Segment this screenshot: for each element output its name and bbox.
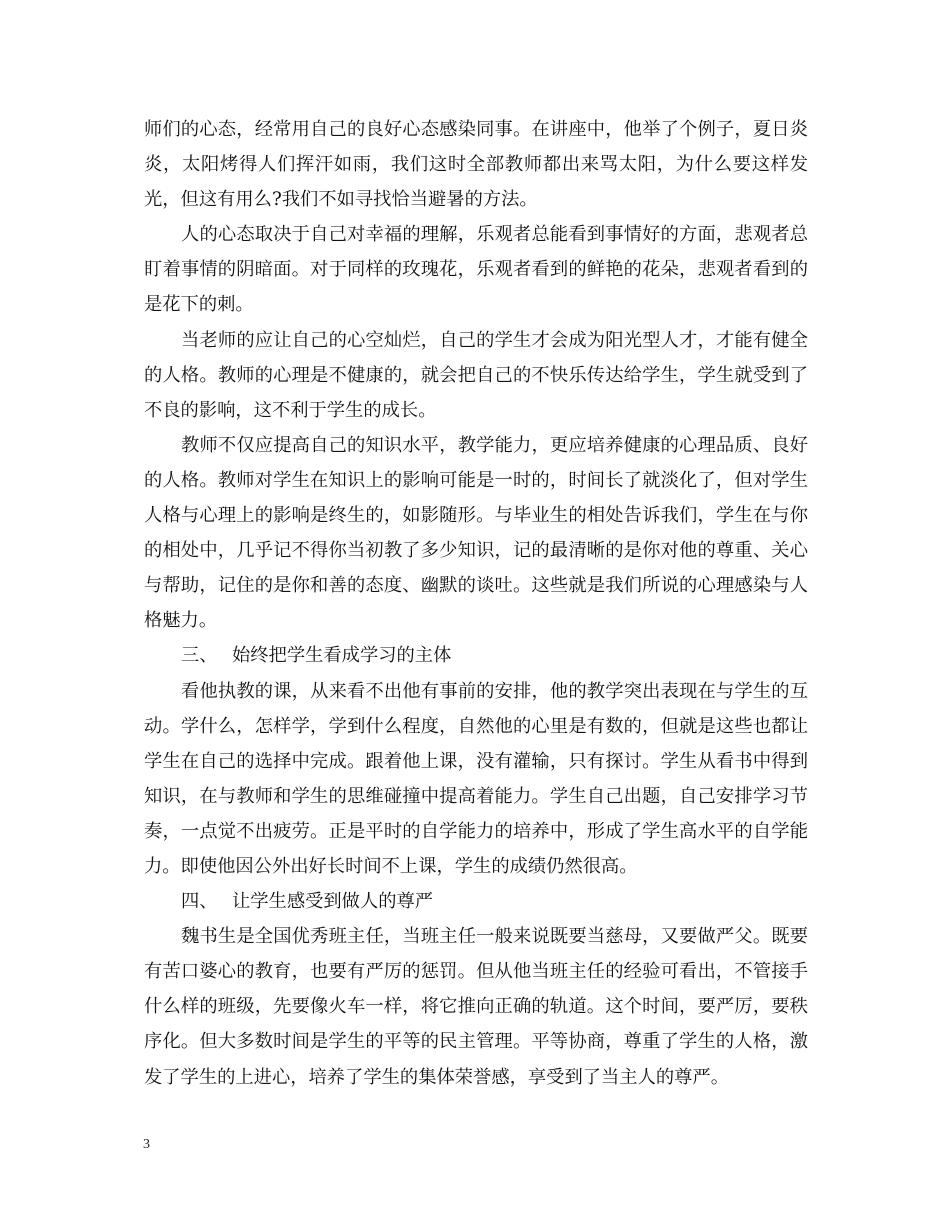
document-body (144, 112, 808, 1095)
page-number: 3 (143, 1137, 150, 1152)
section-heading-3 (144, 638, 808, 673)
paragraph-3: 当老师的应让自己的心空灿烂，自己的学生才会成为阳光型人才，才能有健全的人格。教师的心理是不健康的，就会把自己的不快乐传达给学生，学生就受到了不良的影响，这不利于学生的成长。 (144, 329, 808, 421)
section-number: 四、 (181, 891, 218, 913)
section-title: 让学生感受到做人的尊严 (232, 891, 434, 913)
paragraph-4: 教师不仅应提高自己的知识水平，教学能力，更应培养健康的心理品质、良好的人格。教师对学生在知识上的影响可能是一时的，时间长了就淡化了，但对学生人格与心理上的影响是终生的，如影随形。与毕业生的相处告诉我们，学生在与你的相处中，几乎记不得你当初教了多少知识，记的最清晰的是你对他的尊重、关心与帮助，记住的是你和善的态度、幽默的谈吐。这些就是我们所说的心理感染与人格魅力。 (144, 434, 808, 632)
section-title: 始终把学生看成学习的主体 (232, 645, 452, 667)
paragraph-5: 看他执教的课，从来看不出他有事前的安排，他的教学突出表现在与学生的互动。学什么，怎样学，学到什么程度，自然他的心里是有数的，但就是这些也都让学生在自己的选择中完成。跟着他上课，没有灌输，只有探讨。学生从看书中得到知识，在与教师和学生的思维碰撞中提高着能力。学生自己出题，自己安排学习节奏，一点觉不出疲劳。正是平时的自学能力的培养中，形成了学生高水平的自学能力。即使他因公外出好长时间不上课，学生的成绩仍然很高。 (144, 680, 808, 877)
paragraph-2: 人的心态取决于自己对幸福的理解，乐观者总能看到事情好的方面，悲观者总盯着事情的阴暗面。对于同样的玫瑰花，乐观者看到的鲜艳的花朵，悲观者看到的是花下的刺。 (144, 224, 808, 316)
paragraph-1: 师们的心态，经常用自己的良好心态感染同事。在讲座中，他举了个例子，夏日炎炎，太阳烤得人们挥汗如雨，我们这时全部教师都出来骂太阳，为什么要这样发光，但这有用么?我们不如寻找恰当避暑的方法。 (144, 119, 808, 211)
paragraph-6: 魏书生是全国优秀班主任，当班主任一般来说既要当慈母，又要做严父。既要有苦口婆心的教育，也要有严厉的惩罚。但从他当班主任的经验可看出，不管接手什么样的班级，先要像火车一样，将它推向正确的轨道。这个时间，要严厉，要秩序化。但大多数时间是学生的平等的民主管理。平等协商，尊重了学生的人格，激发了学生的上进心，培养了学生的集体荣誉感，享受到了当主人的尊严。 (144, 926, 808, 1088)
section-number: 三、 (181, 645, 218, 667)
section-heading-4 (144, 884, 808, 919)
